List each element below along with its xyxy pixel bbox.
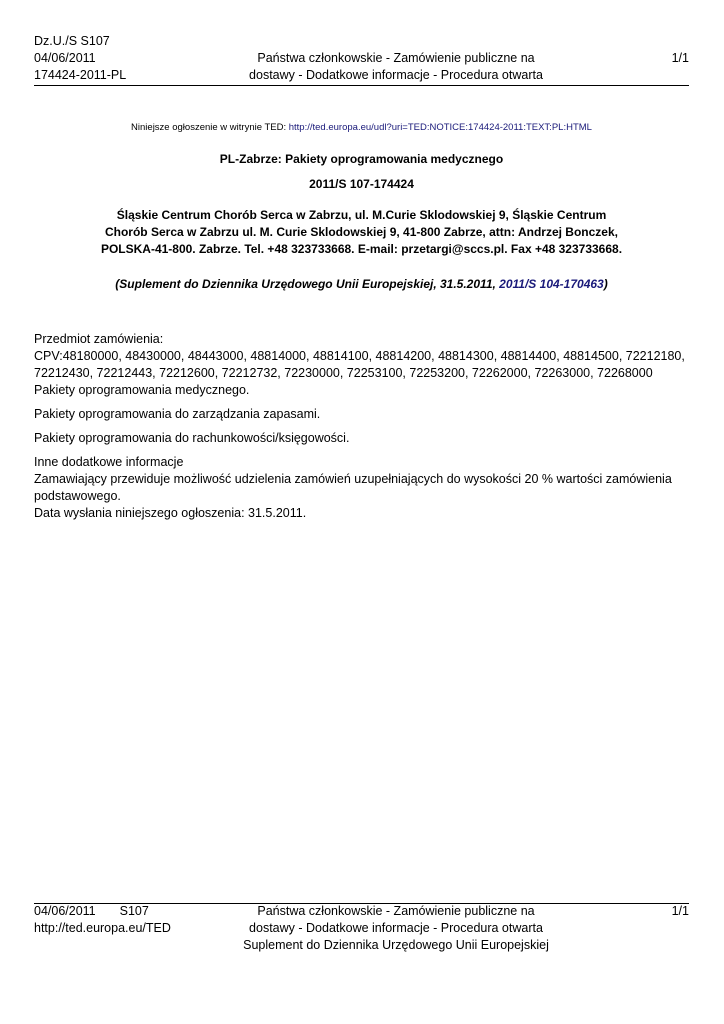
- notice-id: 174424-2011-PL: [34, 68, 127, 82]
- journal-ref: Dz.U./S S107: [34, 34, 110, 48]
- header-center: [220, 50, 572, 84]
- footer-left: [34, 903, 171, 937]
- supplement-link[interactable]: 2011/S 104-170463: [499, 277, 604, 291]
- cpv-description: Pakiety oprogramowania medycznego.: [34, 383, 250, 397]
- address-line: POLSKA-41-800. Zabrze. Tel. +48 323733668. E-mail: przetargi@sccs.pl. Fax +48 323733668.: [100, 242, 623, 256]
- sent-date: Data wysłania niniejszego ogłoszenia: 31.5.2011.: [34, 506, 307, 520]
- ted-notice: [34, 122, 689, 133]
- notice-body: [34, 331, 694, 529]
- footer-center-line1: Państwa członkowskie - Zamówienie publiczne na: [257, 904, 535, 918]
- notice-number: 2011/S 107-174424: [309, 177, 414, 191]
- address-line: Chorób Serca w Zabrzu ul. M. Curie Sklodowskiej 9, 41-800 Zabrze, attn: Andrzej Bonczek,: [104, 225, 618, 239]
- contracting-authority-address: [34, 207, 689, 258]
- ted-notice-link[interactable]: http://ted.europa.eu/udl?uri=TED:NOTICE:174424-2011:TEXT:PL:HTML: [288, 122, 592, 133]
- footer-center-line2: dostawy - Dodatkowe informacje - Procedura otwarta: [249, 921, 543, 935]
- additional-info-section: [34, 454, 694, 522]
- additional-info-text: podstawowego.: [34, 489, 121, 503]
- supplement-prefix: (Suplement do Dziennika Urzędowego Unii Europejskiej, 31.5.2011,: [115, 277, 500, 291]
- header-center-line2: dostawy - Dodatkowe informacje - Procedura otwarta: [249, 68, 543, 82]
- footer-date: 04/06/2011: [34, 904, 96, 918]
- additional-info-text: Zamawiający przewiduje możliwość udzielenia zamówień uzupełniających do wysokości 20 % wartości zamówienia: [34, 472, 672, 486]
- address-line: Śląskie Centrum Chorób Serca w Zabrzu, ul. M.Curie Sklodowskiej 9, Śląskie Centrum: [116, 208, 607, 222]
- footer-center: [220, 903, 572, 954]
- footer-page-number: 1/1: [671, 904, 689, 918]
- header-page-number: 1/1: [671, 51, 689, 65]
- footer-code: S107: [119, 904, 149, 918]
- header-rule: [34, 85, 689, 86]
- paragraph: Pakiety oprogramowania do rachunkowości/księgowości.: [34, 431, 350, 445]
- notice-title: PL-Zabrze: Pakiety oprogramowania medycznego: [219, 152, 504, 166]
- subject-section: [34, 331, 694, 399]
- header-center-line1: Państwa członkowskie - Zamówienie publiczne na: [257, 51, 535, 65]
- header-left: [34, 33, 126, 84]
- paragraph: Pakiety oprogramowania do zarządzania zapasami.: [34, 407, 321, 421]
- footer-center-line3: Suplement do Dziennika Urzędowego Unii Europejskiej: [243, 938, 549, 952]
- supplement-suffix: ): [603, 277, 608, 291]
- subject-label: Przedmiot zamówienia:: [34, 332, 164, 346]
- cpv-codes: 72212430, 72212443, 72212600, 72212732, 72230000, 72253100, 72253200, 72262000, 72263000, 72268000: [34, 366, 653, 380]
- header-date: 04/06/2011: [34, 51, 96, 65]
- ted-notice-prefix: Niniejsze ogłoszenie w witrynie TED:: [131, 122, 289, 133]
- cpv-codes: CPV:48180000, 48430000, 48443000, 48814000, 48814100, 48814200, 48814300, 48814400, 48814500, 72212180,: [34, 349, 685, 363]
- additional-info-label: Inne dodatkowe informacje: [34, 455, 184, 469]
- footer-url[interactable]: http://ted.europa.eu/TED: [34, 921, 171, 935]
- supplement-reference: [34, 277, 689, 291]
